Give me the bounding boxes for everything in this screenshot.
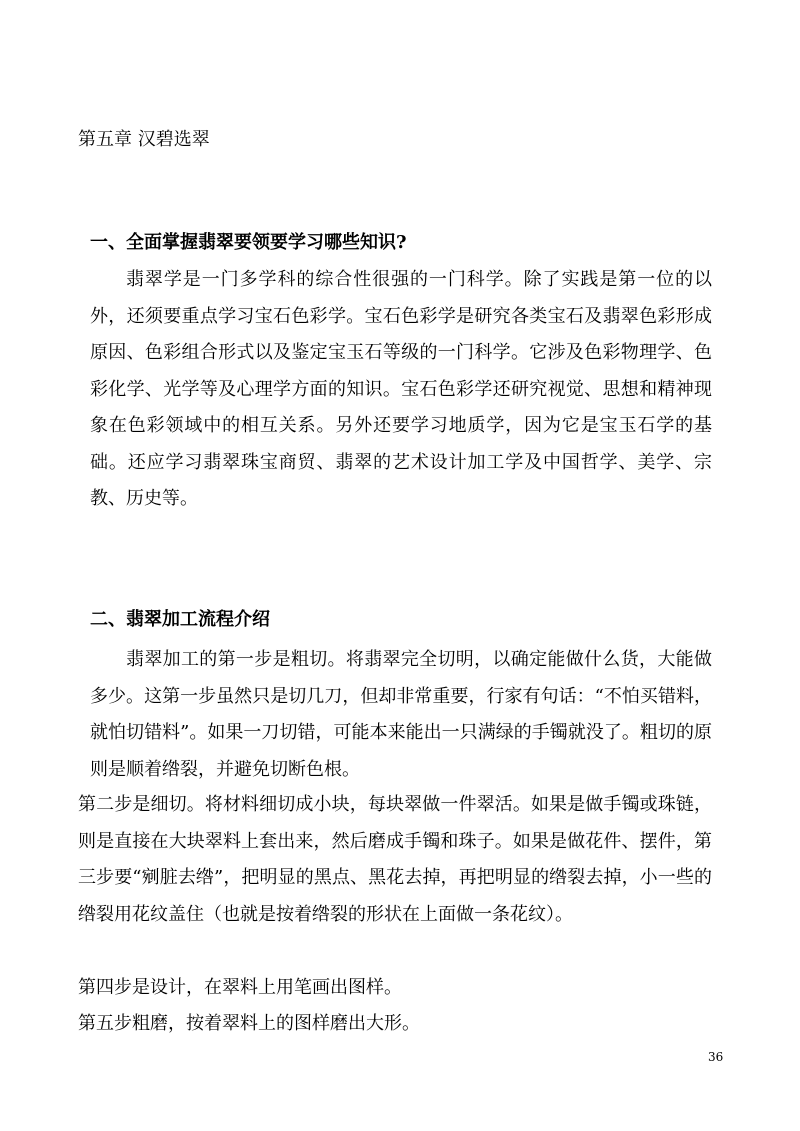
section-paragraph-process: 翡翠加工的第一步是粗切。将翡翠完全切明，以确定能做什么货，大能做多少。这第一步虽然只是切几刀，但却非常重要，行家有句话：“不怕买错料，就怕切错料”。如果一刀切错，可能本来能出一只满绿的手镯就没了。粗切的原则是顺着绺裂，并避免切断色根。 [90,649,712,780]
section-heading-knowledge: 一、全面掌握翡翠要领要学习哪些知识? [90,232,407,253]
process-step-2-3: 第二步是细切。将材料细切成小块，每块翠做一件翠活。如果是做手镯或珠链，则是直接在大块翠料上套出来，然后磨成手镯和珠子。如果是做花件、摆件，第三步要“剜脏去绺”，把明显的黑点、黑花去掉，再把明显的绺裂去掉，小一些的绺裂用花纹盖住（也就是按着绺裂的形状在上面做一条花纹）。 [78,794,712,925]
section-heading-process: 二、翡翠加工流程介绍 [90,609,270,630]
process-step-5: 第五步粗磨，按着翠料上的图样磨出大形。 [78,1013,420,1034]
chapter-title: 第五章 汉碧选翠 [78,129,210,150]
page-number: 36 [708,1050,724,1064]
process-step-4: 第四步是设计，在翠料上用笔画出图样。 [78,977,402,998]
section-paragraph-knowledge: 翡翠学是一门多学科的综合性很强的一门科学。除了实践是第一位的以外，还须要重点学习宝石色彩学。宝石色彩学是研究各类宝石及翡翠色彩形成原因、色彩组合形式以及鉴定宝玉石等级的一门科学。它涉及色彩物理学、色彩化学、光学等及心理学方面的知识。宝石色彩学还研究视觉、思想和精神现象在色彩领域中的相互关系。另外还要学习地质学，因为它是宝玉石学的基础。还应学习翡翠珠宝商贸、翡翠的艺术设计加工学及中国哲学、美学、宗教、历史等。 [90,269,712,509]
